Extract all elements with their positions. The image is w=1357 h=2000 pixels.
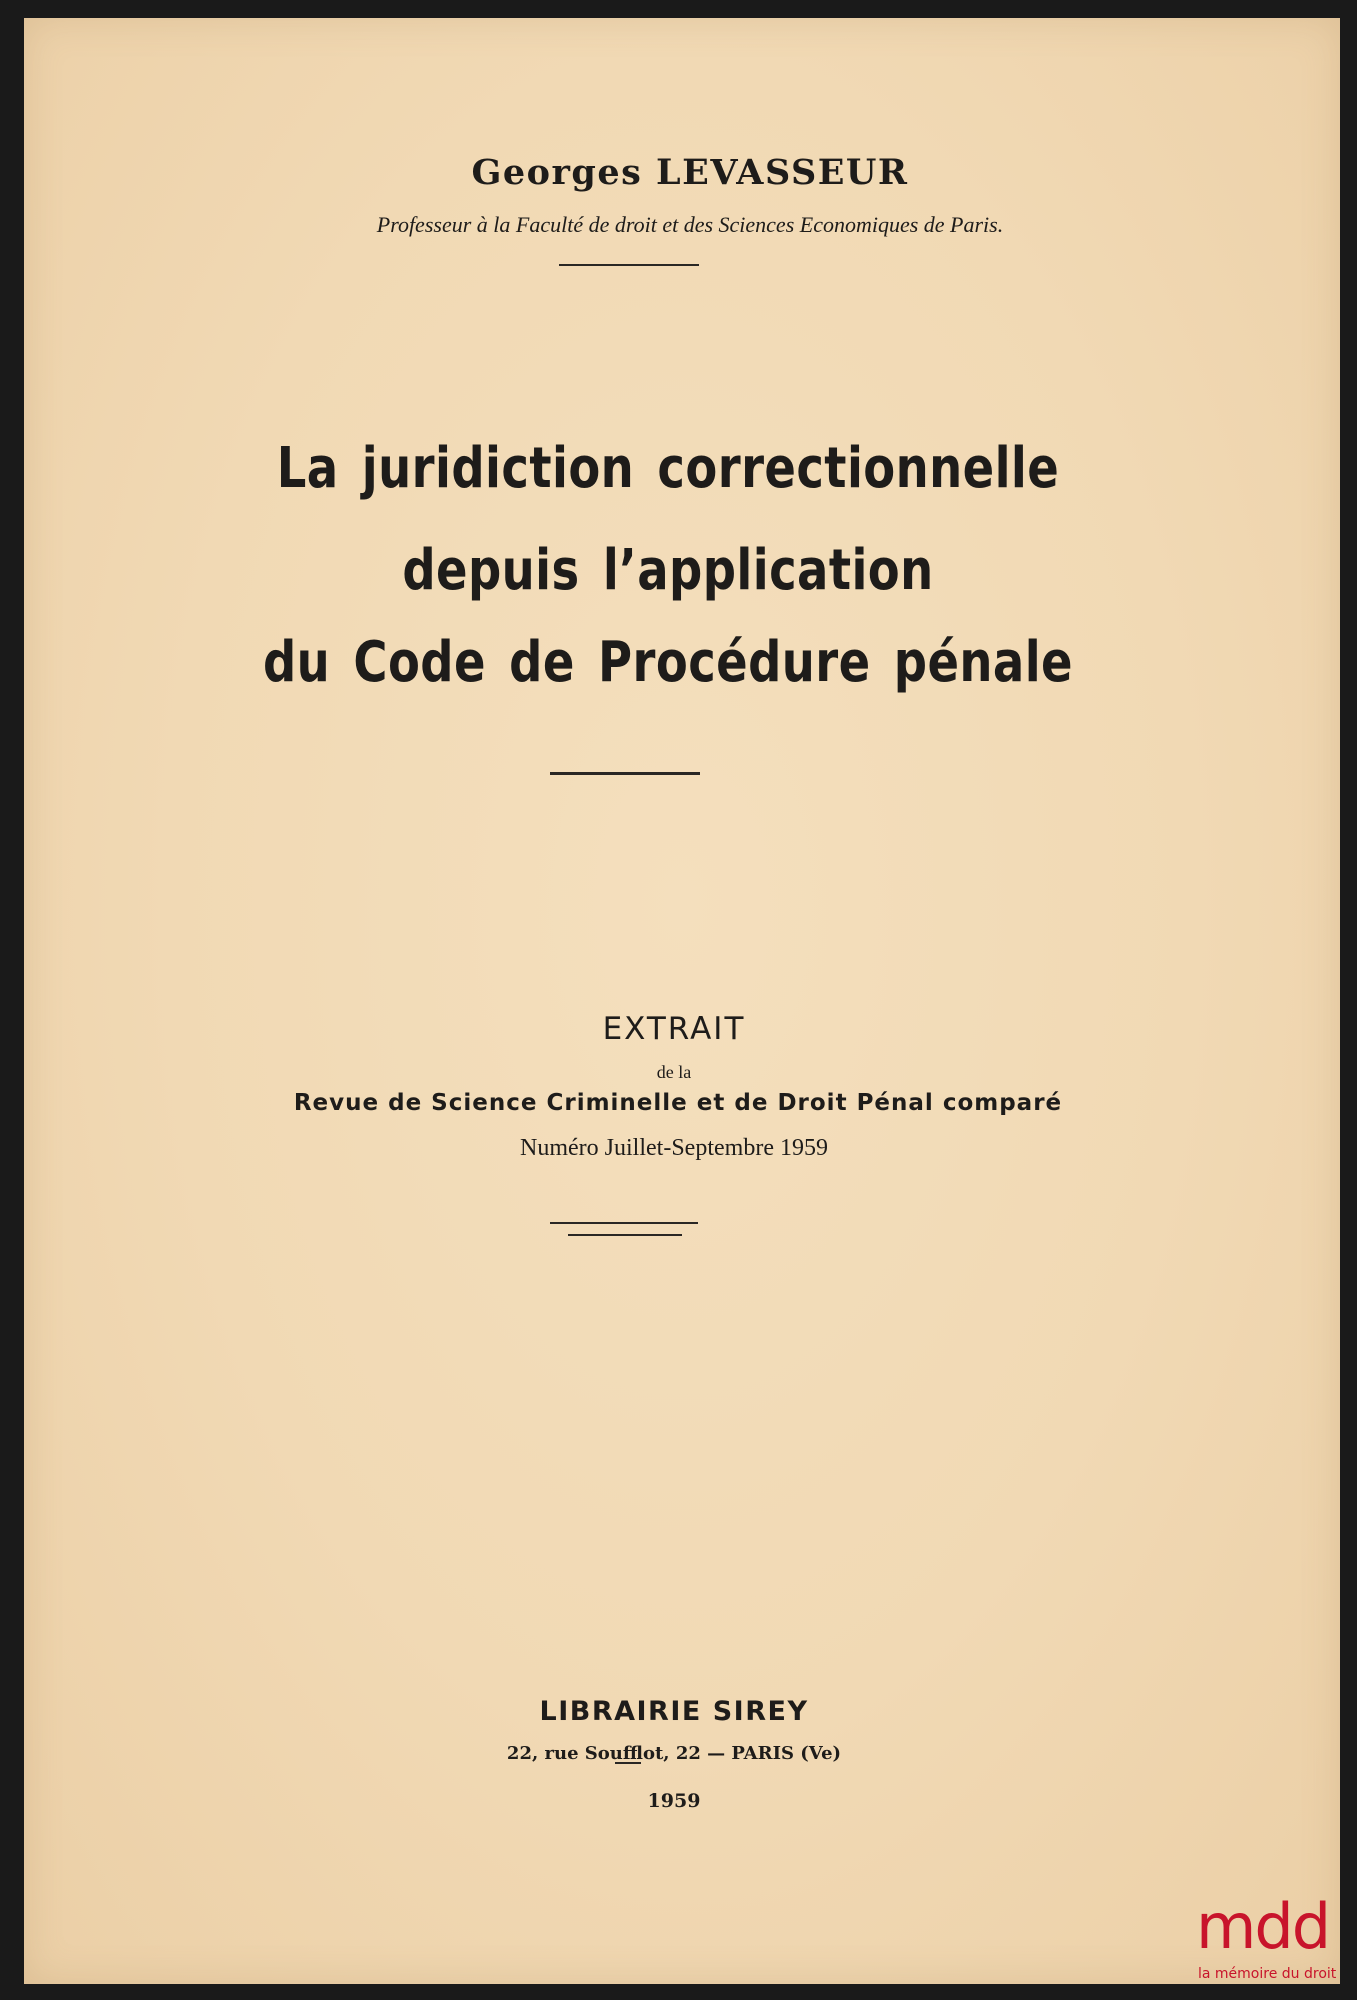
author-name: Georges LEVASSEUR	[471, 152, 909, 193]
author-affiliation: Professeur à la Faculté de droit et des Sciences Economiques de Paris.	[376, 212, 1004, 237]
journal-name: Revue de Science Criminelle et de Droit Pénal comparé	[293, 1090, 1063, 1116]
book-title-line-2: depuis l’application	[402, 538, 934, 603]
divider-top	[559, 264, 699, 266]
double-divider-upper	[550, 1222, 698, 1224]
double-divider-lower	[568, 1234, 682, 1236]
mdd-logo	[1196, 1890, 1352, 1996]
mdd-logo-mark: mdd	[1196, 1890, 1330, 1963]
journal-issue: Numéro Juillet-Septembre 1959	[520, 1135, 828, 1161]
year-dash	[615, 1762, 641, 1764]
publication-year: 1959	[647, 1790, 701, 1812]
extract-label: EXTRAIT	[602, 1011, 746, 1047]
book-cover	[24, 18, 1340, 1984]
publisher-name: LIBRAIRIE SIREY	[539, 1696, 809, 1727]
publisher-address: 22, rue Soufflot, 22 — PARIS (Ve)	[506, 1743, 842, 1764]
divider-middle	[550, 772, 700, 775]
book-title-line-1: La juridiction correctionnelle	[276, 436, 1060, 501]
book-title-line-3: du Code de Procédure pénale	[262, 630, 1074, 695]
mdd-logo-tagline: la mémoire du droit	[1198, 1966, 1337, 1982]
extract-preposition: de la	[656, 1062, 692, 1082]
